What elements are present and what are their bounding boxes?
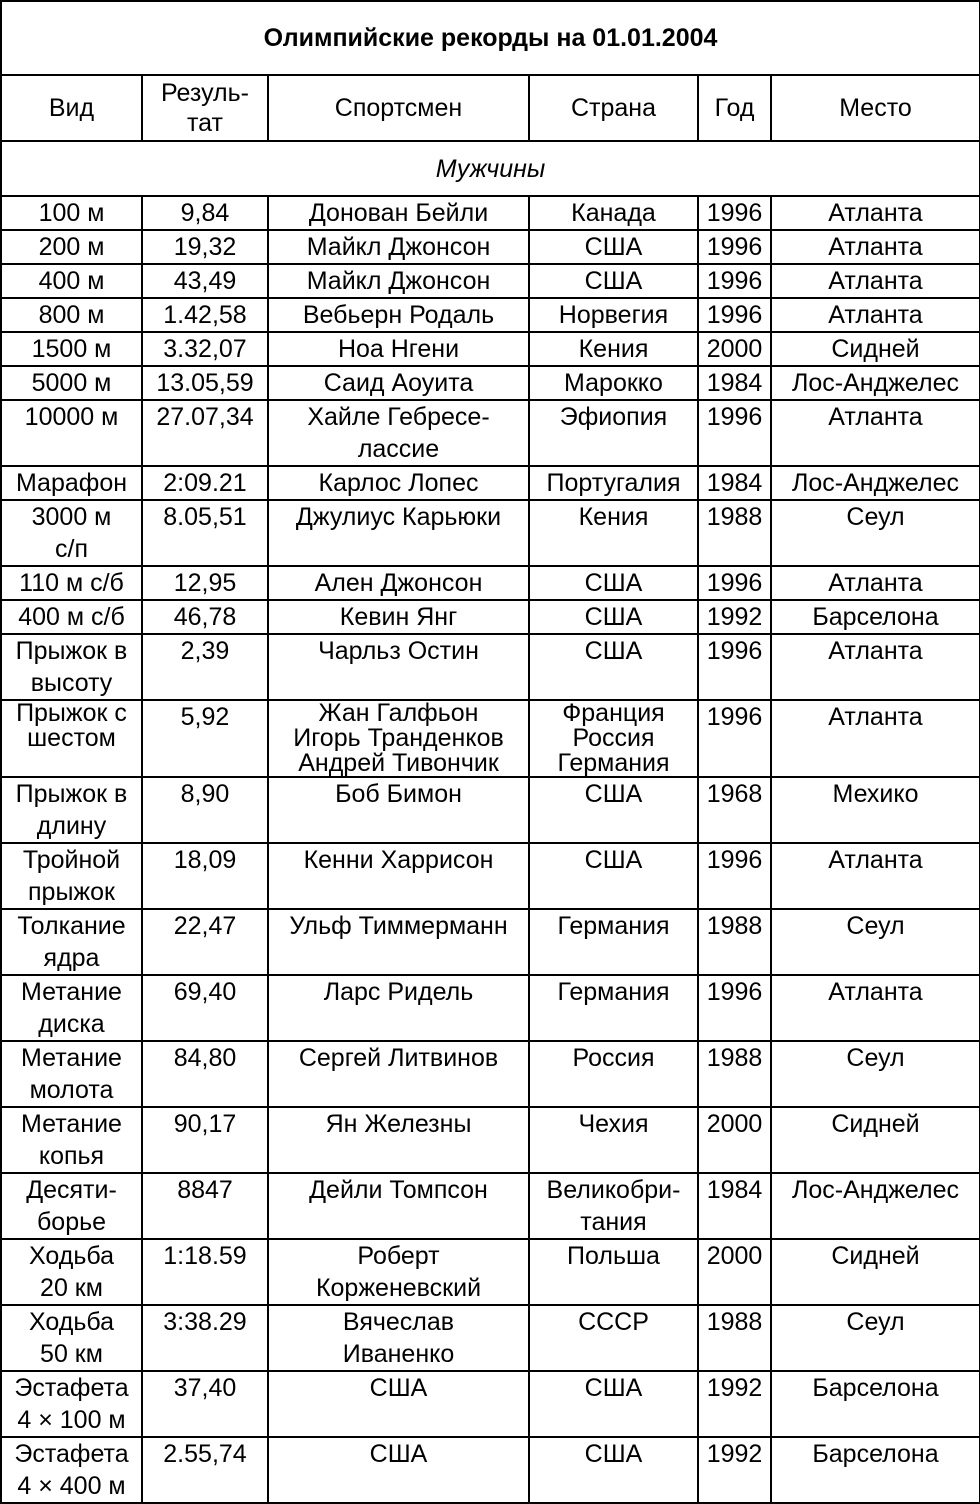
cell-athlete bbox=[268, 500, 529, 566]
cell-country-line: СССР bbox=[578, 1308, 649, 1336]
cell-athlete bbox=[268, 400, 529, 466]
cell-athlete bbox=[268, 1239, 529, 1305]
cell-event bbox=[1, 500, 142, 566]
cell-event bbox=[1, 909, 142, 975]
cell-athlete-line: Корженевский bbox=[315, 1274, 482, 1302]
cell-place: Сидней bbox=[771, 1107, 980, 1173]
cell-country bbox=[529, 332, 698, 366]
cell-result: 3.32,07 bbox=[142, 332, 268, 366]
cell-country bbox=[529, 1305, 698, 1371]
cell-year: 1988 bbox=[698, 1305, 771, 1371]
table-row bbox=[1, 332, 980, 366]
cell-result: 3:38.29 bbox=[142, 1305, 268, 1371]
cell-event-line: 4 × 100 м bbox=[17, 1406, 126, 1434]
table-row bbox=[1, 264, 980, 298]
cell-country-line: Марокко bbox=[564, 369, 663, 397]
cell-year: 1996 bbox=[698, 843, 771, 909]
cell-athlete-line: США bbox=[369, 1440, 428, 1468]
cell-result: 69,40 bbox=[142, 975, 268, 1041]
cell-year: 2000 bbox=[698, 1107, 771, 1173]
cell-country bbox=[529, 298, 698, 332]
cell-event-line: 200 м bbox=[38, 233, 105, 261]
cell-event-line: 50 км bbox=[40, 1340, 103, 1368]
cell-athlete-line: Ульф Тиммерманн bbox=[289, 912, 508, 940]
cell-athlete-line: Ларс Ридель bbox=[323, 978, 474, 1006]
cell-athlete-line: Андрей Тивончик bbox=[298, 749, 499, 777]
header-event: Вид bbox=[1, 75, 142, 141]
cell-place: Атланта bbox=[771, 975, 980, 1041]
cell-athlete-line: Ален Джонсон bbox=[314, 569, 483, 597]
table-row bbox=[1, 1107, 980, 1173]
cell-country-line: Россия bbox=[572, 1044, 655, 1072]
cell-event-line: Тройной bbox=[22, 846, 121, 874]
cell-country-line: Польша bbox=[567, 1242, 660, 1270]
cell-athlete bbox=[268, 196, 529, 230]
cell-country-line: Германия bbox=[557, 749, 670, 777]
cell-place: Барселона bbox=[771, 1371, 980, 1437]
cell-place: Атланта bbox=[771, 843, 980, 909]
cell-event-line: Метание bbox=[21, 1044, 122, 1072]
cell-country-line: США bbox=[584, 1374, 643, 1402]
cell-country-line: США bbox=[584, 603, 643, 631]
cell-athlete bbox=[268, 1371, 529, 1437]
table-row bbox=[1, 777, 980, 843]
cell-athlete-line: Боб Бимон bbox=[335, 780, 462, 808]
cell-country bbox=[529, 1371, 698, 1437]
cell-event-line: длину bbox=[36, 812, 107, 840]
cell-athlete bbox=[268, 1173, 529, 1239]
table-row bbox=[1, 700, 980, 777]
cell-country bbox=[529, 1107, 698, 1173]
cell-athlete bbox=[268, 566, 529, 600]
cell-event bbox=[1, 230, 142, 264]
cell-country bbox=[529, 264, 698, 298]
cell-event-line: Метание bbox=[21, 978, 122, 1006]
cell-event bbox=[1, 366, 142, 400]
cell-result: 8847 bbox=[142, 1173, 268, 1239]
cell-place: Атланта bbox=[771, 700, 980, 777]
cell-country-line: США bbox=[584, 780, 643, 808]
cell-result: 90,17 bbox=[142, 1107, 268, 1173]
cell-year: 1992 bbox=[698, 1371, 771, 1437]
cell-event-line: прыжок bbox=[28, 878, 115, 906]
cell-result: 22,47 bbox=[142, 909, 268, 975]
table-row bbox=[1, 230, 980, 264]
cell-athlete-line: Ян Железны bbox=[325, 1110, 472, 1138]
cell-event bbox=[1, 1437, 142, 1503]
cell-result: 2.55,74 bbox=[142, 1437, 268, 1503]
cell-result: 2:09.21 bbox=[142, 466, 268, 500]
cell-event-line: 4 × 400 м bbox=[17, 1472, 126, 1500]
cell-country bbox=[529, 1437, 698, 1503]
records-body bbox=[1, 196, 980, 1503]
cell-event-line: 3000 м bbox=[31, 503, 112, 531]
cell-event bbox=[1, 1371, 142, 1437]
cell-event-line: Ходьба bbox=[28, 1308, 114, 1336]
cell-event-line: 5000 м bbox=[31, 369, 112, 397]
cell-event bbox=[1, 264, 142, 298]
header-result bbox=[142, 75, 268, 141]
cell-event-line: 10000 м bbox=[24, 403, 119, 431]
cell-place: Атланта bbox=[771, 634, 980, 700]
table-row bbox=[1, 1041, 980, 1107]
cell-event bbox=[1, 700, 142, 777]
cell-place: Атланта bbox=[771, 264, 980, 298]
cell-result: 18,09 bbox=[142, 843, 268, 909]
cell-athlete-line: Майкл Джонсон bbox=[306, 233, 491, 261]
cell-event bbox=[1, 566, 142, 600]
cell-year: 2000 bbox=[698, 332, 771, 366]
cell-country bbox=[529, 600, 698, 634]
cell-place: Сидней bbox=[771, 332, 980, 366]
cell-result: 46,78 bbox=[142, 600, 268, 634]
cell-event bbox=[1, 298, 142, 332]
cell-result: 1.42,58 bbox=[142, 298, 268, 332]
cell-country bbox=[529, 777, 698, 843]
cell-country-line: США bbox=[584, 1440, 643, 1468]
cell-event-line: 400 м с/б bbox=[18, 603, 125, 631]
cell-athlete-line: Сергей Литвинов bbox=[298, 1044, 499, 1072]
header-country: Страна bbox=[529, 75, 698, 141]
cell-place: Атланта bbox=[771, 196, 980, 230]
cell-result: 37,40 bbox=[142, 1371, 268, 1437]
cell-place: Барселона bbox=[771, 1437, 980, 1503]
cell-country-line: Кения bbox=[578, 335, 649, 363]
table-row bbox=[1, 1437, 980, 1503]
header-year: Год bbox=[698, 75, 771, 141]
cell-country bbox=[529, 843, 698, 909]
cell-athlete-line: Игорь Транденков bbox=[293, 724, 504, 752]
cell-event-line: Марафон bbox=[15, 469, 128, 497]
cell-year: 1996 bbox=[698, 566, 771, 600]
cell-event bbox=[1, 1107, 142, 1173]
cell-year: 1996 bbox=[698, 230, 771, 264]
cell-event bbox=[1, 1173, 142, 1239]
cell-country-line: США bbox=[584, 846, 643, 874]
cell-event bbox=[1, 975, 142, 1041]
table-row bbox=[1, 634, 980, 700]
cell-athlete-line: Дейли Томпсон bbox=[309, 1176, 488, 1204]
cell-country-line: Португалия bbox=[546, 469, 681, 497]
cell-year: 1984 bbox=[698, 1173, 771, 1239]
cell-event-line: копья bbox=[38, 1142, 105, 1170]
cell-athlete-line: Джулиус Карьюки bbox=[295, 503, 502, 531]
cell-result: 5,92 bbox=[142, 700, 268, 777]
cell-athlete-line: Роберт bbox=[357, 1242, 440, 1270]
cell-country-line: Франция bbox=[562, 700, 665, 727]
cell-event-line: Прыжок с bbox=[16, 700, 127, 727]
cell-event-line: с/п bbox=[55, 535, 88, 563]
cell-place: Мехико bbox=[771, 777, 980, 843]
cell-athlete bbox=[268, 975, 529, 1041]
cell-year: 1996 bbox=[698, 196, 771, 230]
header-place: Место bbox=[771, 75, 980, 141]
cell-event-line: Эстафета bbox=[14, 1374, 129, 1402]
cell-athlete-line: Майкл Джонсон bbox=[306, 267, 491, 295]
cell-athlete bbox=[268, 1107, 529, 1173]
cell-result: 13.05,59 bbox=[142, 366, 268, 400]
cell-result: 12,95 bbox=[142, 566, 268, 600]
cell-event-line: ядра bbox=[43, 944, 100, 972]
cell-country-line: США bbox=[584, 267, 643, 295]
cell-country bbox=[529, 1239, 698, 1305]
cell-athlete-line: Ноа Нгени bbox=[337, 335, 460, 363]
cell-place: Барселона bbox=[771, 600, 980, 634]
cell-year: 1988 bbox=[698, 1041, 771, 1107]
table-row bbox=[1, 298, 980, 332]
cell-result: 27.07,34 bbox=[142, 400, 268, 466]
cell-event-line: шестом bbox=[27, 724, 116, 752]
cell-event-line: молота bbox=[29, 1076, 114, 1104]
cell-event bbox=[1, 1305, 142, 1371]
cell-event-line: диска bbox=[38, 1010, 105, 1038]
cell-athlete-line: Хайле Гебресе- bbox=[307, 403, 490, 431]
cell-athlete bbox=[268, 700, 529, 777]
cell-athlete-line: Иваненко bbox=[342, 1340, 455, 1368]
cell-year: 1996 bbox=[698, 264, 771, 298]
cell-event-line: Метание bbox=[21, 1110, 122, 1138]
cell-athlete bbox=[268, 777, 529, 843]
cell-event-line: 20 км bbox=[40, 1274, 103, 1302]
cell-country bbox=[529, 400, 698, 466]
cell-place: Сеул bbox=[771, 500, 980, 566]
cell-year: 1988 bbox=[698, 500, 771, 566]
cell-event bbox=[1, 400, 142, 466]
cell-event-line: Прыжок в bbox=[15, 637, 128, 665]
cell-country bbox=[529, 566, 698, 600]
table-row bbox=[1, 909, 980, 975]
table-row bbox=[1, 975, 980, 1041]
cell-event bbox=[1, 600, 142, 634]
cell-country-line: Россия bbox=[572, 724, 655, 752]
cell-country bbox=[529, 975, 698, 1041]
cell-athlete bbox=[268, 600, 529, 634]
cell-year: 1984 bbox=[698, 366, 771, 400]
cell-country-line: Германия bbox=[557, 912, 670, 940]
cell-athlete bbox=[268, 366, 529, 400]
table-row bbox=[1, 466, 980, 500]
cell-year: 1996 bbox=[698, 298, 771, 332]
cell-event-line: 100 м bbox=[38, 199, 105, 227]
header-athlete: Спортсмен bbox=[268, 75, 529, 141]
cell-year: 1992 bbox=[698, 600, 771, 634]
cell-event bbox=[1, 196, 142, 230]
cell-athlete-line: Карлос Лопес bbox=[318, 469, 479, 497]
cell-athlete bbox=[268, 298, 529, 332]
cell-year: 1996 bbox=[698, 700, 771, 777]
cell-result: 9,84 bbox=[142, 196, 268, 230]
cell-athlete-line: Вебьерн Родаль bbox=[302, 301, 495, 329]
cell-country-line: Эфиопия bbox=[559, 403, 668, 431]
cell-event-line: 400 м bbox=[38, 267, 105, 295]
cell-event bbox=[1, 466, 142, 500]
table-row bbox=[1, 1239, 980, 1305]
cell-athlete-line: Донован Бейли bbox=[308, 199, 489, 227]
cell-country-line: Канада bbox=[571, 199, 656, 227]
cell-event-line: Эстафета bbox=[14, 1440, 129, 1468]
cell-athlete bbox=[268, 843, 529, 909]
cell-result: 43,49 bbox=[142, 264, 268, 298]
cell-year: 1996 bbox=[698, 400, 771, 466]
table-row bbox=[1, 500, 980, 566]
cell-year: 1992 bbox=[698, 1437, 771, 1503]
cell-place: Атланта bbox=[771, 566, 980, 600]
title-row bbox=[1, 1, 980, 75]
cell-athlete bbox=[268, 1041, 529, 1107]
cell-country-line: Норвегия bbox=[558, 301, 669, 329]
cell-year: 1984 bbox=[698, 466, 771, 500]
cell-athlete-line: Кевин Янг bbox=[339, 603, 458, 631]
table-row bbox=[1, 1305, 980, 1371]
header-result-line: Резуль- bbox=[160, 79, 249, 107]
table-row bbox=[1, 843, 980, 909]
cell-year: 1996 bbox=[698, 975, 771, 1041]
cell-place: Лос-Анджелес bbox=[771, 1173, 980, 1239]
cell-result: 84,80 bbox=[142, 1041, 268, 1107]
cell-athlete bbox=[268, 634, 529, 700]
cell-place: Лос-Анджелес bbox=[771, 466, 980, 500]
cell-country bbox=[529, 909, 698, 975]
cell-country-line: тания bbox=[580, 1208, 647, 1236]
cell-place: Атланта bbox=[771, 230, 980, 264]
cell-athlete bbox=[268, 230, 529, 264]
cell-result: 8.05,51 bbox=[142, 500, 268, 566]
cell-year: 1996 bbox=[698, 634, 771, 700]
cell-country bbox=[529, 196, 698, 230]
cell-place: Атланта bbox=[771, 298, 980, 332]
cell-event bbox=[1, 332, 142, 366]
cell-country-line: Германия bbox=[557, 978, 670, 1006]
table-title: Олимпийские рекорды на 01.01.2004 bbox=[1, 1, 980, 75]
cell-result: 19,32 bbox=[142, 230, 268, 264]
table-row bbox=[1, 566, 980, 600]
section-label: Мужчины bbox=[1, 141, 980, 196]
cell-athlete bbox=[268, 264, 529, 298]
cell-athlete-line: Саид Аоуита bbox=[323, 369, 474, 397]
cell-place: Сеул bbox=[771, 909, 980, 975]
header-row bbox=[1, 75, 980, 141]
section-row bbox=[1, 141, 980, 196]
cell-athlete bbox=[268, 1437, 529, 1503]
cell-country bbox=[529, 466, 698, 500]
cell-athlete-line: Кенни Харрисон bbox=[303, 846, 494, 874]
cell-country-line: США bbox=[584, 569, 643, 597]
cell-event-line: 110 м с/б bbox=[19, 569, 124, 597]
table-row bbox=[1, 1371, 980, 1437]
cell-country-line: Чехия bbox=[578, 1110, 649, 1138]
cell-event-line: 1500 м bbox=[31, 335, 112, 363]
table-row bbox=[1, 600, 980, 634]
cell-place: Атланта bbox=[771, 400, 980, 466]
cell-country bbox=[529, 1041, 698, 1107]
cell-event bbox=[1, 1239, 142, 1305]
cell-athlete-line: Чарльз Остин bbox=[318, 637, 479, 665]
cell-event bbox=[1, 1041, 142, 1107]
cell-event bbox=[1, 777, 142, 843]
cell-country-line: США bbox=[584, 233, 643, 261]
cell-result: 8,90 bbox=[142, 777, 268, 843]
cell-year: 1988 bbox=[698, 909, 771, 975]
cell-place: Сидней bbox=[771, 1239, 980, 1305]
cell-event bbox=[1, 843, 142, 909]
cell-event-line: борье bbox=[36, 1208, 107, 1236]
cell-place: Сеул bbox=[771, 1041, 980, 1107]
cell-athlete-line: Жан Галфьон bbox=[318, 700, 479, 727]
cell-athlete bbox=[268, 1305, 529, 1371]
table-row bbox=[1, 1173, 980, 1239]
cell-country bbox=[529, 500, 698, 566]
table-row bbox=[1, 366, 980, 400]
table-row bbox=[1, 400, 980, 466]
cell-country-line: Великобри- bbox=[546, 1176, 681, 1204]
cell-country-line: США bbox=[584, 637, 643, 665]
cell-event-line: Прыжок в bbox=[15, 780, 128, 808]
cell-athlete-line: США bbox=[369, 1374, 428, 1402]
cell-country bbox=[529, 230, 698, 264]
cell-athlete bbox=[268, 909, 529, 975]
cell-year: 1968 bbox=[698, 777, 771, 843]
cell-event-line: высоту bbox=[30, 669, 113, 697]
cell-event-line: Ходьба bbox=[28, 1242, 114, 1270]
cell-country bbox=[529, 634, 698, 700]
cell-country bbox=[529, 366, 698, 400]
cell-result: 1:18.59 bbox=[142, 1239, 268, 1305]
cell-place: Лос-Анджелес bbox=[771, 366, 980, 400]
cell-event bbox=[1, 634, 142, 700]
table-row bbox=[1, 196, 980, 230]
cell-result: 2,39 bbox=[142, 634, 268, 700]
cell-athlete bbox=[268, 332, 529, 366]
cell-event-line: 800 м bbox=[38, 301, 105, 329]
cell-athlete-line: Вячеслав bbox=[342, 1308, 455, 1336]
cell-place: Сеул bbox=[771, 1305, 980, 1371]
cell-athlete-line: лассие bbox=[357, 435, 440, 463]
cell-event-line: Десяти- bbox=[26, 1176, 117, 1204]
cell-athlete bbox=[268, 466, 529, 500]
cell-event-line: Толкание bbox=[17, 912, 126, 940]
cell-country bbox=[529, 1173, 698, 1239]
header-result-line: тат bbox=[187, 109, 223, 137]
cell-country-line: Кения bbox=[578, 503, 649, 531]
cell-country bbox=[529, 700, 698, 777]
cell-year: 2000 bbox=[698, 1239, 771, 1305]
